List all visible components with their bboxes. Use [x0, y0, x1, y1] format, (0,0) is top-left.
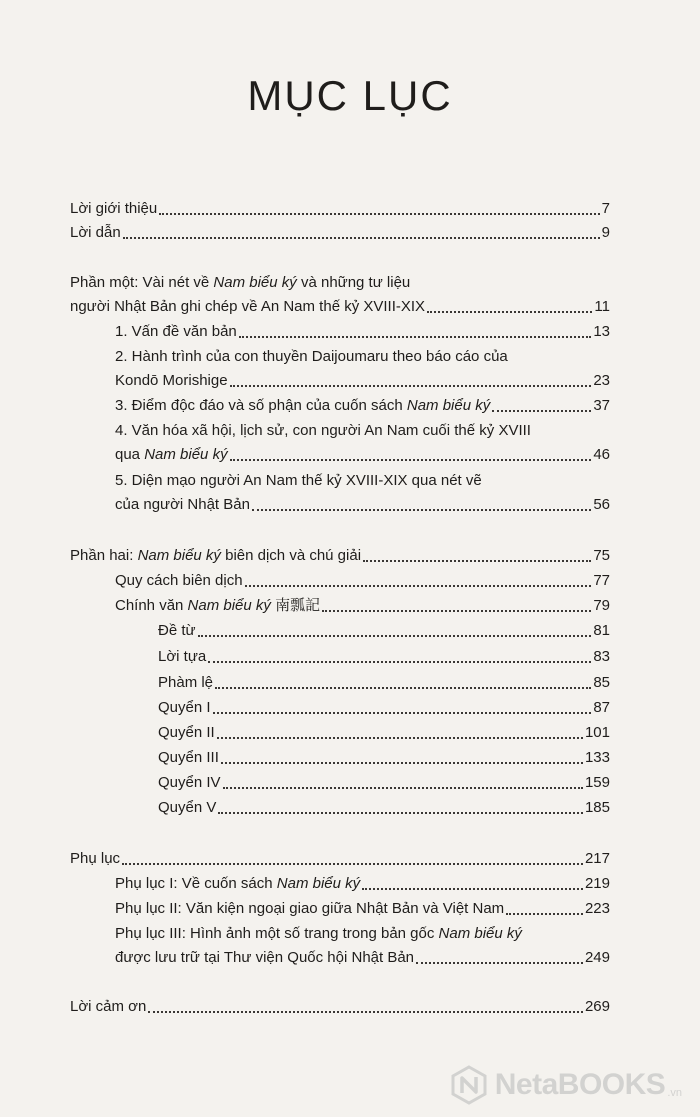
toc-entry-loi-gioi-thieu[interactable] — [70, 198, 610, 220]
toc-entry-4[interactable] — [115, 444, 610, 466]
toc-entry-de-tu[interactable] — [158, 620, 610, 642]
toc-entry-label: Lời dẫn — [70, 224, 121, 241]
toc-entry-quyen-5[interactable] — [158, 797, 610, 819]
toc-entry-label: Phụ lục II: Văn kiện ngoại giao giữa Nhật Bản và Việt Nam — [115, 900, 505, 917]
book-title: Nam biểu ký — [137, 547, 221, 564]
toc-entry-quy-cach[interactable] — [115, 570, 610, 592]
toc-entry-label: Lời giới thiệu — [70, 200, 158, 217]
toc-page-number: 223 — [584, 900, 610, 917]
toc-entry-label: Lời cảm ơn — [70, 998, 147, 1015]
leader-dots — [322, 610, 591, 612]
leader-dots — [215, 687, 591, 689]
toc-page-number: 217 — [584, 850, 610, 867]
toc-page-number: 81 — [593, 622, 610, 639]
page-title: MỤC LỤC — [247, 72, 453, 119]
toc-page-number: 159 — [584, 774, 610, 791]
book-title: Nam biểu ký — [144, 446, 228, 463]
toc-entry-label: Quy cách biên dịch — [115, 572, 243, 589]
toc-entry-loi-tua[interactable] — [158, 646, 610, 668]
leader-dots — [218, 812, 583, 814]
toc-entry-part-one[interactable] — [70, 296, 610, 318]
toc-entry-5[interactable] — [115, 494, 610, 516]
toc-entry-quyen-4[interactable] — [158, 772, 610, 794]
leader-dots — [362, 888, 583, 890]
toc-entry-label: Chính văn Nam biểu ký 南瓢記 — [115, 597, 321, 614]
toc-entry-label: Phần hai: Nam biểu ký biên dịch và chú giải — [70, 547, 362, 564]
leader-dots — [213, 712, 592, 714]
toc-page-number: 133 — [584, 749, 610, 766]
toc-page-number: 13 — [593, 323, 610, 340]
netabooks-logo-icon — [449, 1065, 489, 1105]
watermark-suffix: .vn — [667, 1087, 682, 1099]
toc-entry-label: người Nhật Bản ghi chép về An Nam thế kỷ XVIII-XIX — [70, 298, 426, 315]
toc-entry-5-line1: 5. Diện mạo người An Nam thế kỷ XVIII-XIX qua nét vẽ — [115, 472, 482, 489]
toc-entry-label: Phàm lệ — [158, 674, 214, 691]
watermark-name: NetaBOOKS — [494, 1068, 666, 1101]
leader-dots — [239, 336, 592, 338]
toc-entry-label: 1. Vấn đề văn bản — [115, 323, 237, 340]
toc-entry-phu-luc-1[interactable] — [115, 873, 610, 895]
toc-page-number: 87 — [593, 699, 610, 716]
toc-entry-label: Phụ lục I: Về cuốn sách Nam biểu ký — [115, 875, 361, 892]
toc-page-number: 101 — [584, 724, 610, 741]
toc-entry-phu-luc-3[interactable] — [115, 947, 610, 969]
toc-page-number: 56 — [593, 496, 610, 513]
toc-page-number: 269 — [584, 998, 610, 1015]
book-title: Nam biểu ký — [276, 875, 361, 892]
leader-dots — [245, 585, 592, 587]
book-title: Nam biểu ký — [406, 397, 491, 414]
toc-entry-label: Quyển IV — [158, 774, 221, 791]
toc-entry-label: Lời tựa — [158, 648, 207, 665]
leader-dots — [492, 410, 591, 412]
toc-entry-label: qua Nam biểu ký — [115, 446, 228, 463]
toc-page-number: 75 — [593, 547, 610, 564]
toc-entry-2-line1: 2. Hành trình của con thuyền Daijoumaru theo báo cáo của — [115, 348, 508, 365]
toc-entry-label: Quyển V — [158, 799, 217, 816]
toc-entry-label: Kondō Morishige — [115, 372, 228, 389]
toc-page-number: 185 — [584, 799, 610, 816]
toc-page-number: 77 — [593, 572, 610, 589]
book-title: Nam biểu ký — [187, 597, 271, 614]
leader-dots — [427, 311, 592, 313]
leader-dots — [416, 962, 583, 964]
netabooks-watermark — [449, 1065, 682, 1105]
toc-page-number: 83 — [593, 648, 610, 665]
toc-entry-chinh-van[interactable] — [115, 595, 610, 617]
leader-dots — [123, 237, 600, 239]
toc-entry-quyen-2[interactable] — [158, 722, 610, 744]
toc-entry-4-line1: 4. Văn hóa xã hội, lịch sử, con người An Nam cuối thế kỷ XVIII — [115, 422, 531, 439]
toc-entry-loi-dan[interactable] — [70, 222, 610, 244]
toc-entry-2[interactable] — [115, 370, 610, 392]
toc-entry-phu-luc-3-line1: Phụ lục III: Hình ảnh một số trang trong bản gốc Nam biểu ký — [115, 925, 522, 942]
book-title: Nam biểu ký — [438, 925, 522, 942]
toc-entry-label: Quyển II — [158, 724, 215, 741]
toc-page-number: 9 — [601, 224, 610, 241]
toc-entry-label: được lưu trữ tại Thư viện Quốc hội Nhật Bản — [115, 949, 415, 966]
toc-part-one-heading: Phần một: Vài nét về Nam biểu ký và những tư liệu — [70, 274, 411, 291]
toc-entry-label: Đề từ — [158, 622, 196, 639]
toc-page-number: 219 — [584, 875, 610, 892]
toc-page-number: 249 — [584, 949, 610, 966]
leader-dots — [223, 787, 583, 789]
leader-dots — [252, 509, 591, 511]
toc-page-number: 11 — [594, 298, 610, 315]
toc-entry-quyen-3[interactable] — [158, 747, 610, 769]
leader-dots — [148, 1011, 583, 1013]
leader-dots — [363, 560, 591, 562]
toc-entry-pham-le[interactable] — [158, 672, 610, 694]
toc-page-number: 79 — [593, 597, 610, 614]
toc-entry-phu-luc-2[interactable] — [115, 898, 610, 920]
toc-page-number: 23 — [593, 372, 610, 389]
toc-entry-label: của người Nhật Bản — [115, 496, 250, 513]
leader-dots — [159, 213, 599, 215]
toc-page-number: 46 — [593, 446, 610, 463]
toc-entry-part-two[interactable] — [70, 545, 610, 567]
leader-dots — [208, 661, 591, 663]
toc-entry-phu-luc[interactable] — [70, 848, 610, 870]
toc-entry-quyen-1[interactable] — [158, 697, 610, 719]
toc-page-number: 37 — [593, 397, 610, 414]
leader-dots — [198, 635, 592, 637]
toc-entry-label: 3. Điểm độc đáo và số phận của cuốn sách Nam biểu ký — [115, 397, 491, 414]
toc-entry-label: Quyển III — [158, 749, 219, 766]
leader-dots — [230, 459, 592, 461]
toc-entry-3[interactable] — [115, 395, 610, 417]
toc-entry-label: Quyển I — [158, 699, 211, 716]
toc-page-number: 7 — [601, 200, 610, 217]
leader-dots — [221, 762, 583, 764]
toc-entry-label: Phụ lục — [70, 850, 121, 867]
toc-page-number: 85 — [593, 674, 610, 691]
leader-dots — [217, 737, 583, 739]
toc-entry-1[interactable] — [115, 321, 610, 343]
toc-entry-loi-cam-on[interactable] — [70, 996, 610, 1018]
leader-dots — [230, 385, 592, 387]
book-title: Nam biểu ký — [213, 274, 297, 291]
leader-dots — [506, 913, 583, 915]
leader-dots — [122, 863, 583, 865]
